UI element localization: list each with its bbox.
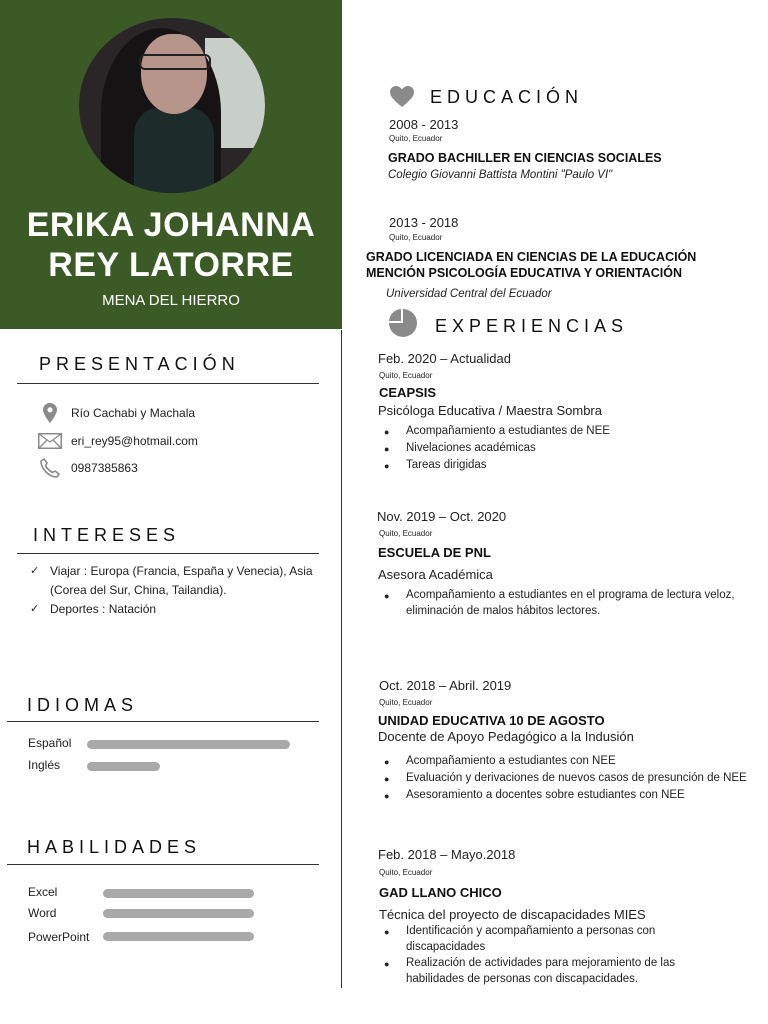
experience-role: Docente de Apoyo Pedagógico a la Indusión: [378, 729, 634, 744]
list-item: ● Acompañamiento a estudiantes en el programa de lectura veloz, eliminación de malos hábitos lectores.: [384, 589, 735, 617]
list-item: ● Tareas dirigidas: [384, 459, 487, 471]
education-degree: GRADO BACHILLER EN CIENCIAS SOCIALES: [388, 151, 662, 165]
experience-location: Quito, Ecuador: [379, 371, 433, 380]
experience-dates: Feb. 2020 – Actualidad: [378, 351, 511, 366]
interest-item: ✓ Deportes : Natación: [30, 600, 330, 619]
experience-org: CEAPSIS: [379, 385, 437, 400]
education-title: EDUCACIÓN: [430, 87, 584, 107]
list-item: ● Evaluación y derivaciones de nuevos casos de presunción de NEE: [384, 772, 747, 784]
list-item: ● Identificación y acompañamiento a personas con discapacidades: [384, 925, 656, 953]
location-pin-icon: [38, 403, 62, 423]
language-level-bar: [87, 740, 290, 749]
language-row: Español: [28, 736, 72, 750]
skill-row: PowerPoint: [28, 930, 90, 944]
interest-item: ✓ Viajar : Europa (Francia, España y Venecia), Asia (Corea del Sur, China, Tailandia).: [30, 562, 330, 600]
phone-icon: [38, 458, 62, 478]
experience-org: GAD LLANO CHICO: [379, 885, 502, 900]
name-subtitle: MENA DEL HIERRO: [102, 292, 240, 309]
presentation-rule: [17, 383, 319, 384]
skill-level-bar: [103, 909, 254, 918]
experience-role: Asesora Académica: [378, 567, 493, 582]
education-location: Quito, Ecuador: [389, 233, 443, 242]
languages-rule: [7, 721, 319, 722]
interests-list: [30, 562, 330, 619]
list-item: ● Nivelaciones académicas: [384, 442, 536, 454]
contact-phone: [38, 458, 138, 478]
skills-title: HABILIDADES: [27, 837, 202, 857]
phone-text[interactable]: 0987385863: [71, 461, 138, 475]
contact-email: [38, 431, 198, 451]
experience-role: Técnica del proyecto de discapacidades MIES: [379, 907, 646, 922]
skill-level-bar: [103, 889, 254, 898]
list-item: ● Asesoramiento a docentes sobre estudiantes con NEE: [384, 789, 685, 801]
header-block: [0, 0, 342, 329]
experience-location: Quito, Ecuador: [379, 529, 433, 538]
experience-location: Quito, Ecuador: [379, 868, 433, 877]
experience-title: EXPERIENCIAS: [435, 316, 629, 336]
list-item: ● Acompañamiento a estudiantes con NEE: [384, 755, 616, 767]
address-text: Río Cachabi y Machala: [71, 406, 196, 420]
experience-org: ESCUELA DE PNL: [378, 545, 491, 560]
interests-title: INTERESES: [33, 525, 181, 545]
contact-address: [38, 403, 195, 423]
left-column: [0, 0, 342, 1024]
experience-dates: Nov. 2019 – Oct. 2020: [377, 509, 507, 524]
email-text[interactable]: eri_rey95@hotmail.com: [71, 434, 198, 448]
profile-photo: [79, 18, 265, 193]
education-degree-line2: MENCIÓN PSICOLOGÍA EDUCATIVA Y ORIENTACIÓN: [366, 266, 682, 280]
experience-role: Psicóloga Educativa / Maestra Sombra: [378, 403, 602, 418]
interests-rule: [17, 553, 319, 554]
experience-location: Quito, Ecuador: [379, 698, 433, 707]
list-item: ● Acompañamiento a estudiantes de NEE: [384, 425, 610, 437]
envelope-icon: [38, 431, 62, 451]
experience-bullets: [384, 587, 754, 619]
column-divider: [341, 330, 342, 988]
name-first-line: ERIKA JOHANNA: [26, 206, 316, 244]
experience-dates: Oct. 2018 – Abril. 2019: [379, 678, 512, 693]
checkmark-icon: ✓: [30, 603, 40, 615]
skills-rule: [7, 864, 319, 865]
checkmark-icon: ✓: [30, 565, 40, 577]
list-item: ● Realización de actividades para mejoramiento de las habilidades de personas con discapacidades.: [384, 957, 676, 985]
presentation-title: PRESENTACIÓN: [39, 354, 240, 374]
skill-row: Excel: [28, 885, 58, 899]
education-location: Quito, Ecuador: [389, 134, 443, 143]
language-level-bar: [87, 762, 160, 771]
education-degree-line1: GRADO LICENCIADA EN CIENCIAS DE LA EDUCACIÓN: [366, 250, 697, 264]
heart-icon: [390, 86, 414, 113]
experience-dates: Feb. 2018 – Mayo.2018: [378, 847, 516, 862]
education-dates: 2008 - 2013: [389, 117, 459, 132]
name-second-line: REY LATORRE: [48, 246, 294, 284]
pie-icon: [387, 308, 419, 343]
languages-title: IDIOMAS: [27, 695, 139, 715]
education-dates: 2013 - 2018: [389, 215, 459, 230]
experience-org: UNIDAD EDUCATIVA 10 DE AGOSTO: [378, 713, 605, 728]
language-row: Inglés: [28, 758, 61, 772]
education-institution: Universidad Central del Ecuador: [386, 288, 552, 300]
experience-bullets: [384, 423, 744, 474]
skill-row: Word: [28, 906, 57, 920]
experience-bullets: [384, 923, 734, 987]
skill-level-bar: [103, 932, 254, 941]
experience-bullets: [384, 753, 756, 804]
education-institution: Colegio Giovanni Battista Montini "Paulo VI": [388, 169, 613, 181]
